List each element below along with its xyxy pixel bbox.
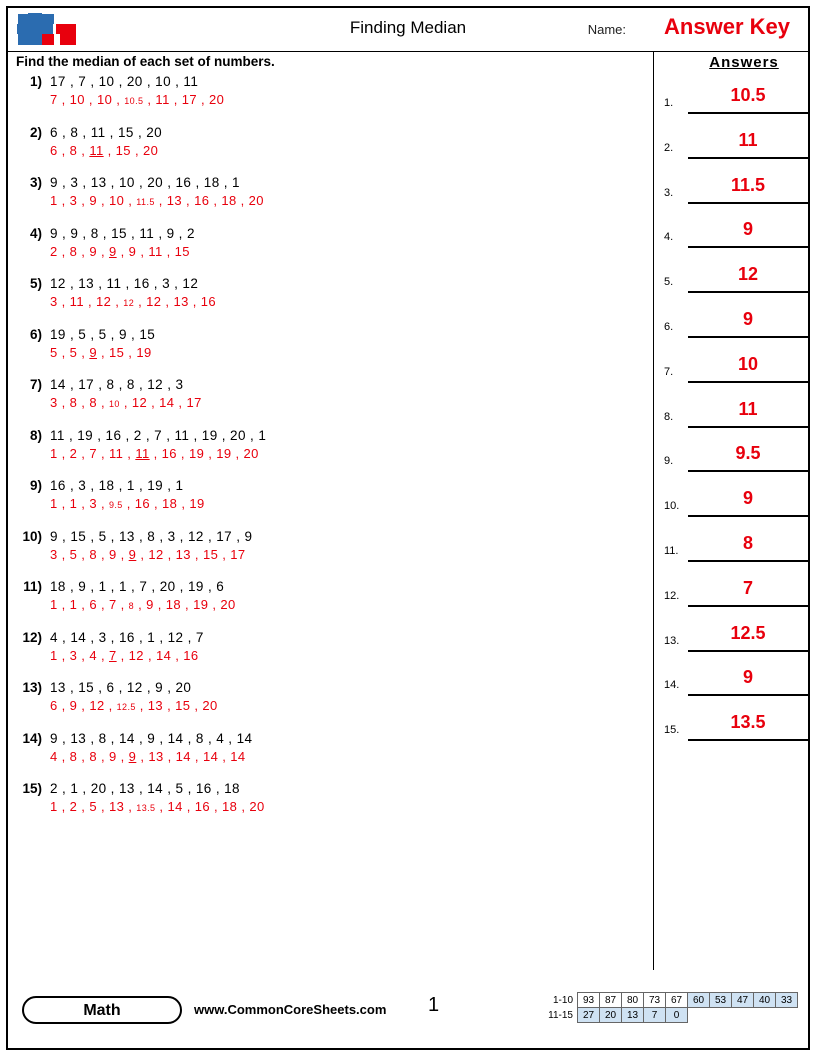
answer-index: 1. [664,97,674,109]
answer-row [664,394,812,439]
answer-value: 10.5 [688,80,808,114]
score-cell: 67 [666,993,688,1008]
problem-worked-answer [50,143,648,158]
problem-item [12,731,648,775]
problem-item [12,125,648,169]
answers-heading: Answers [709,54,779,71]
problem-question: 4 , 14 , 3 , 16 , 1 , 12 , 7 [50,629,204,645]
problem-item [12,175,648,219]
answer-value: 9 [688,304,808,338]
answer-index: 11. [664,544,679,557]
answer-median-value: 9 [128,546,137,562]
answer-row [664,483,812,528]
answer-value: 7 [688,573,808,607]
answer-sorted-prefix: 1 , 3 , 4 , [50,647,109,663]
answer-sorted-suffix: , 14 , 16 , 18 , 20 [155,799,265,814]
answer-sorted-suffix: , 12 , 13 , 15 , 17 [136,546,246,562]
problem-item [12,529,648,573]
problem-item [12,377,648,421]
answer-row [664,618,812,663]
problem-worked-answer [50,799,648,814]
answer-index: 6. [664,320,674,333]
answer-sorted-prefix: 7 , 10 , 10 , [50,92,125,107]
answer-row [664,170,812,215]
score-cell: 7 [644,1008,666,1023]
answer-median-value: 10.5 [124,96,144,106]
score-range-label: 11-15 [548,1009,573,1021]
problem-item [12,226,648,270]
answer-row [664,259,812,304]
page-header [8,8,808,52]
score-table [546,992,799,1023]
answer-index: 5. [664,276,674,289]
answer-sorted-suffix: , 12 , 14 , 16 [116,647,199,663]
problem-number: 3) [29,175,42,190]
answer-value: 11.5 [688,170,808,204]
score-cell: 87 [600,993,622,1008]
answer-value: 11 [688,394,808,428]
answer-sorted-suffix: , 16 , 18 , 19 [122,496,205,511]
answer-index: 9. [664,455,674,468]
answer-index: 8. [664,410,674,423]
answer-sorted-suffix: , 11 , 17 , 20 [143,92,225,107]
answer-index: 10. [664,500,680,513]
problem-number: 7) [29,377,42,392]
problem-number: 2) [29,124,42,140]
answer-sorted-suffix: , 15 , 20 [103,142,159,158]
answer-sorted-prefix: 1 , 3 , 9 , 10 , [50,193,137,208]
answer-index: 15. [664,724,680,737]
problem-question: 9 , 15 , 5 , 13 , 8 , 3 , 12 , 17 , 9 [50,528,253,544]
answer-value: 13.5 [688,707,808,741]
answer-sorted-suffix: , 13 , 14 , 14 , 14 [136,748,246,764]
answer-median-value: 10 [109,399,120,409]
answer-value: 8 [688,528,808,562]
answer-index: 4. [664,231,674,244]
problem-number: 15) [22,781,42,796]
answer-sorted-prefix: 3 , 8 , 8 , [50,395,109,410]
page-number: 1 [428,994,440,1016]
problem-item [12,478,648,522]
answer-value: 9 [688,483,808,517]
worksheet-body [8,52,808,982]
score-range-label: 1-10 [552,994,573,1006]
answer-row [664,707,812,752]
answer-value: 12 [688,259,808,293]
answer-index: 14. [664,679,680,692]
problem-question: 11 , 19 , 16 , 2 , 7 , 11 , 19 , 20 , 1 [50,427,267,443]
answer-value: 9 [688,214,808,248]
problem-number: 12) [22,629,42,645]
answer-row [664,662,812,707]
problem-list [12,74,648,832]
answer-sorted-suffix: , 12 , 13 , 16 [134,294,216,309]
problem-worked-answer [50,698,648,713]
problem-number: 13) [22,680,42,695]
answer-median-value: 11 [89,142,104,158]
answer-median-value: 9 [109,243,117,259]
answer-median-value: 13.5 [136,803,156,813]
answer-sorted-suffix: , 9 , 11 , 15 [116,243,190,259]
problem-worked-answer [50,648,648,663]
problem-question: 19 , 5 , 5 , 9 , 15 [50,326,156,342]
answer-index: 2. [664,141,674,154]
answer-median-value: 7 [109,647,117,663]
subject-badge: Math [22,996,182,1024]
answer-row [664,349,812,394]
problem-worked-answer [50,244,648,259]
problem-item [12,74,648,118]
answer-sorted-prefix: 2 , 8 , 9 , [50,243,109,259]
answer-value: 11 [688,125,808,159]
score-cell: 40 [754,993,776,1008]
problem-item [12,276,648,320]
worksheet-page [6,6,810,1050]
answer-median-value: 9 [89,344,97,360]
problem-worked-answer [50,193,648,208]
answer-row [664,214,812,259]
answer-sorted-suffix: , 16 , 19 , 19 , 20 [149,445,259,461]
answer-sorted-prefix: 1 , 2 , 7 , 11 , [50,445,136,461]
instructions: Find the median of each set of numbers. [16,54,275,69]
problem-question: 14 , 17 , 8 , 8 , 12 , 3 [50,377,184,392]
problem-worked-answer [50,395,648,410]
score-cell: 33 [776,993,798,1008]
score-cell: 80 [622,993,644,1008]
answer-row [664,528,812,573]
problem-question: 16 , 3 , 18 , 1 , 19 , 1 [50,478,184,493]
answer-row [664,80,812,125]
answer-row [664,438,812,483]
problem-question: 9 , 3 , 13 , 10 , 20 , 16 , 18 , 1 [50,175,240,190]
answer-sorted-prefix: 1 , 2 , 5 , 13 , [50,799,137,814]
problem-number: 14) [22,730,42,746]
problem-question: 13 , 15 , 6 , 12 , 9 , 20 [50,680,192,695]
problem-item [12,579,648,623]
page-title: Finding Median [349,18,467,37]
answer-sorted-prefix: 5 , 5 , [50,344,90,360]
answer-row [664,573,812,618]
answer-sorted-prefix: 6 , 9 , 12 , [50,698,117,713]
problem-number: 1) [29,74,42,89]
score-cell: 47 [732,993,754,1008]
problem-worked-answer [50,92,648,107]
answer-median-value: 8 [128,601,135,611]
answer-sorted-suffix: , 9 , 18 , 19 , 20 [134,597,236,612]
answer-index: 7. [664,365,674,378]
answer-value: 10 [688,349,808,383]
page-footer [8,982,808,1044]
answer-index: 13. [664,634,680,647]
problem-question: 9 , 9 , 8 , 15 , 11 , 9 , 2 [50,225,195,241]
problem-question: 12 , 13 , 11 , 16 , 3 , 12 [50,276,199,291]
problem-worked-answer [50,496,648,511]
answer-sorted-suffix: , 13 , 16 , 18 , 20 [154,193,264,208]
answer-sorted-prefix: 6 , 8 , [50,142,90,158]
score-cell: 27 [578,1008,600,1023]
score-cell: 0 [666,1008,688,1023]
problem-worked-answer [50,294,648,309]
answer-row [664,304,812,349]
answer-index: 12. [664,589,680,602]
score-cell: 53 [710,993,732,1008]
score-cell: 60 [688,993,710,1008]
answer-value: 9 [688,662,808,696]
problem-question: 18 , 9 , 1 , 1 , 7 , 20 , 19 , 6 [50,579,225,594]
score-cell: 13 [622,1008,644,1023]
answers-list [664,80,812,752]
answer-sorted-suffix: , 15 , 19 [96,344,152,360]
answer-row [664,125,812,170]
problem-item [12,680,648,724]
answer-sorted-prefix: 3 , 11 , 12 , [50,294,124,309]
answer-value: 12.5 [688,618,808,652]
answer-sorted-prefix: 1 , 1 , 6 , 7 , [50,597,129,612]
problem-question: 9 , 13 , 8 , 14 , 9 , 14 , 8 , 4 , 14 [50,730,253,746]
answer-median-value: 12 [123,298,135,308]
score-cell: 73 [644,993,666,1008]
website-url: www.CommonCoreSheets.com [194,1002,387,1017]
answer-median-value: 11.5 [136,197,155,207]
problem-item [12,428,648,472]
problem-number: 10) [22,528,42,544]
problem-question: 2 , 1 , 20 , 13 , 14 , 5 , 16 , 18 [50,781,240,796]
column-divider [653,52,654,970]
problem-worked-answer [50,597,648,612]
problem-number: 6) [29,326,42,342]
name-label: Name: [587,22,626,37]
answer-sorted-prefix: 4 , 8 , 8 , 9 , [50,748,129,764]
problem-worked-answer [50,345,648,360]
answer-key-badge: Answer Key [664,14,790,39]
problem-number: 9) [29,478,42,493]
problem-number: 4) [29,225,42,241]
problem-item [12,327,648,371]
problem-worked-answer [50,749,648,764]
answer-sorted-suffix: , 13 , 15 , 20 [135,698,218,713]
problem-question: 17 , 7 , 10 , 20 , 10 , 11 [50,74,199,89]
answer-index: 3. [664,186,674,199]
problem-question: 6 , 8 , 11 , 15 , 20 [50,124,163,140]
problem-worked-answer [50,446,648,461]
answer-median-value: 11 [135,445,150,461]
score-table-row [546,1008,798,1023]
problem-item [12,630,648,674]
answer-median-value: 9.5 [109,500,123,510]
problem-number: 5) [29,276,42,291]
answer-value: 9.5 [688,438,808,472]
answer-sorted-prefix: 1 , 1 , 3 , [50,496,109,511]
problem-number: 8) [29,427,42,443]
problem-number: 11) [23,579,42,594]
answer-median-value: 9 [128,748,137,764]
score-cell: 93 [578,993,600,1008]
problem-worked-answer [50,547,648,562]
answer-sorted-prefix: 3 , 5 , 8 , 9 , [50,546,129,562]
score-cell: 20 [600,1008,622,1023]
problem-item [12,781,648,825]
answer-median-value: 12.5 [116,702,136,712]
answer-sorted-suffix: , 12 , 14 , 17 [119,395,202,410]
score-table-row [546,993,798,1008]
